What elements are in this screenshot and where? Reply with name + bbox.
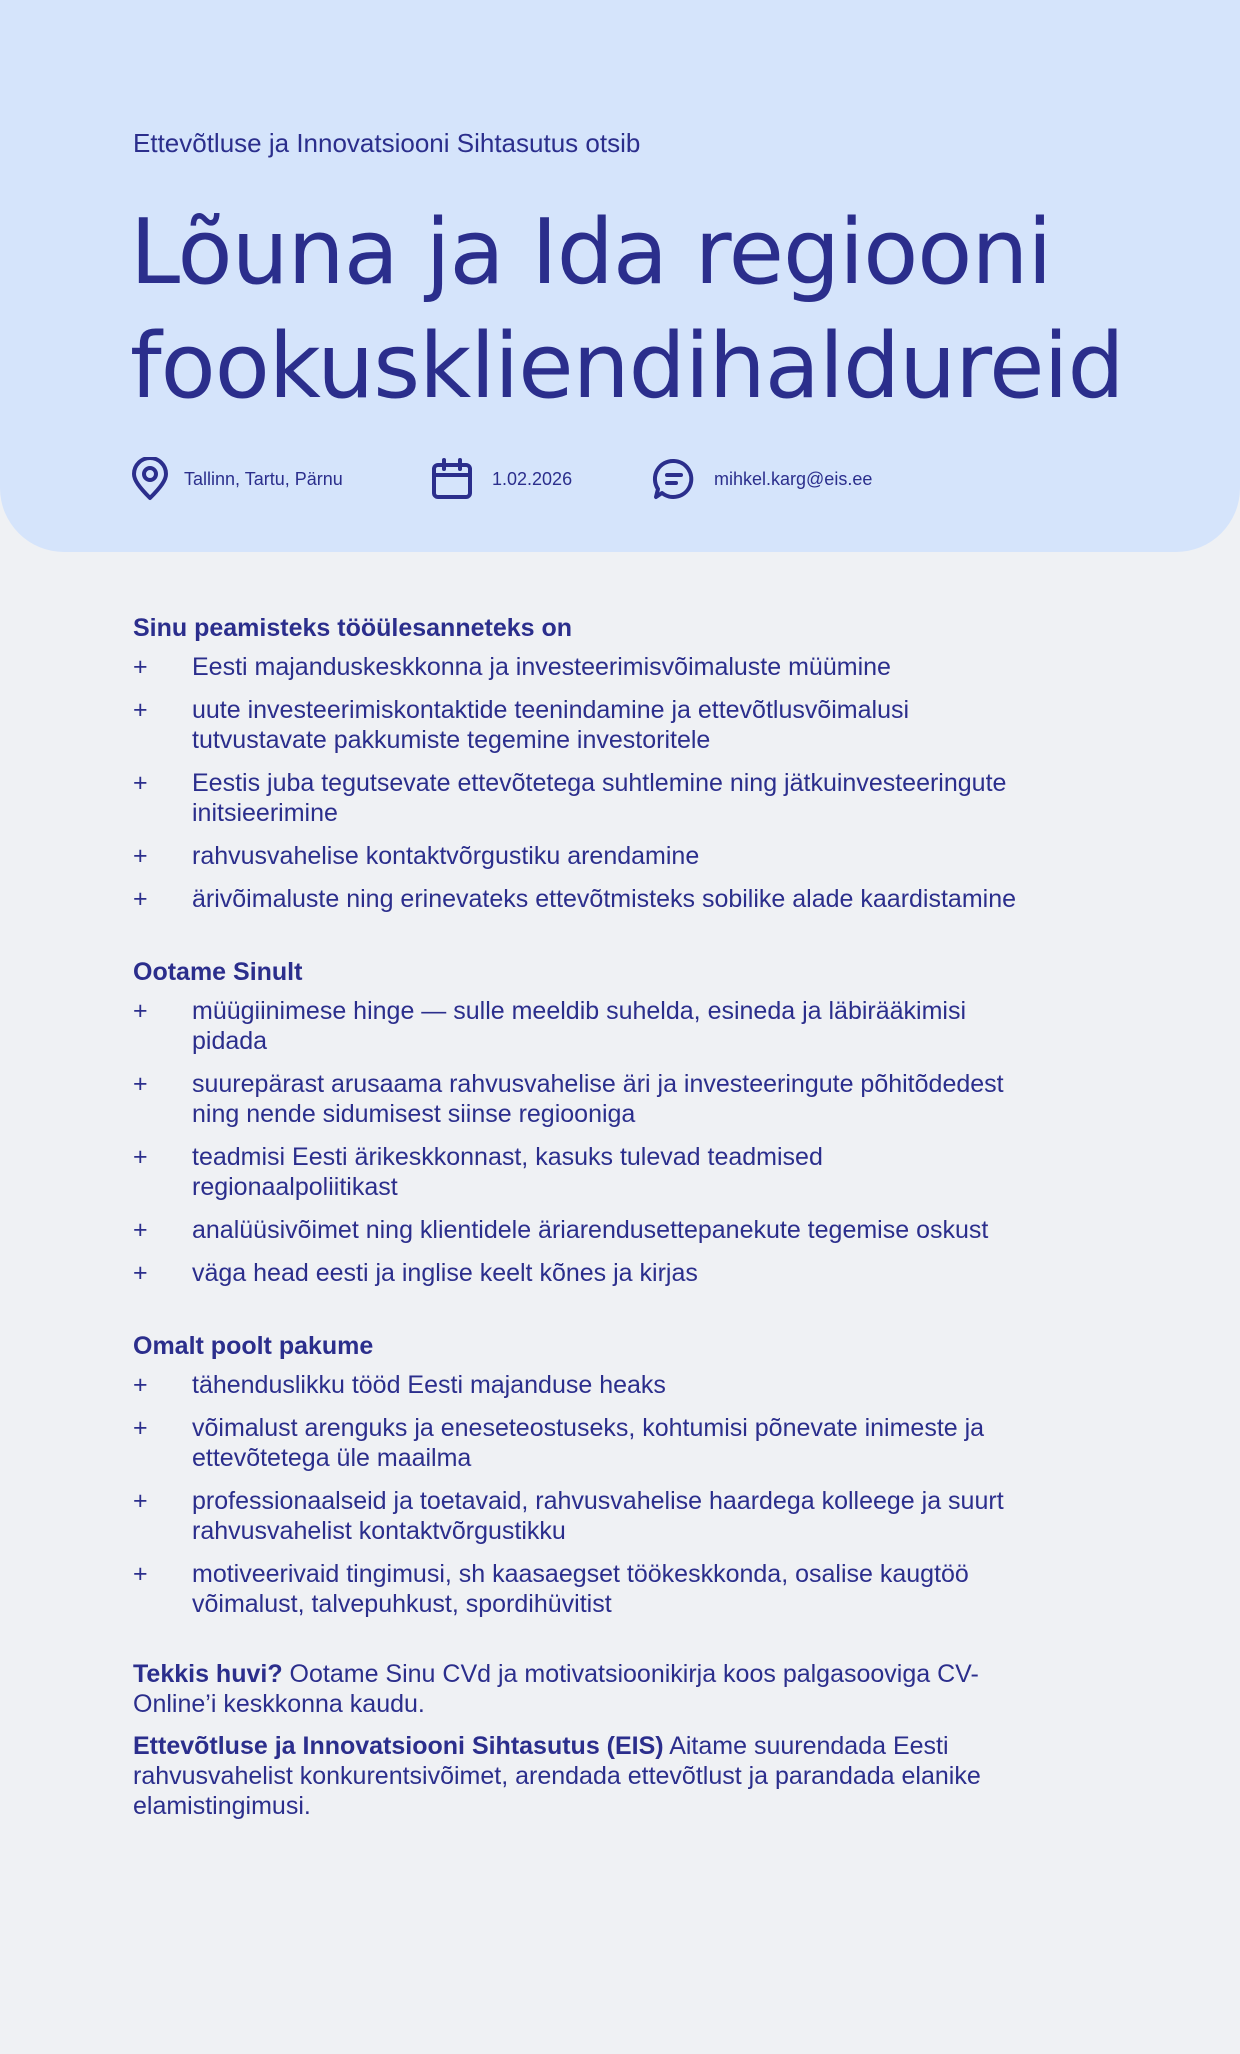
plus-bullet: + <box>133 653 148 681</box>
hiring-organization-line: Ettevõtluse ja Innovatsiooni Sihtasutus otsib <box>133 128 641 158</box>
plus-bullet: + <box>133 769 148 797</box>
location-meta <box>130 455 343 503</box>
closing-section <box>133 1659 1033 1821</box>
plus-bullet: + <box>133 885 148 913</box>
plus-bullet: + <box>133 842 148 870</box>
list-item: + rahvusvahelise kontaktvõrgustiku arendamine <box>133 842 700 870</box>
plus-bullet: + <box>133 997 148 1025</box>
organization-name: Ettevõtluse ja Innovatsiooni Sihtasutus (EIS) <box>133 1732 664 1760</box>
job-title-line-2: fookuskliendihaldureid <box>130 314 1124 419</box>
contact-email[interactable]: mihkel.karg@eis.ee <box>714 468 873 489</box>
plus-bullet: + <box>133 1143 148 1171</box>
calendar-icon <box>430 457 474 501</box>
plus-bullet: + <box>133 1070 148 1098</box>
plus-bullet: + <box>133 1216 148 1244</box>
application-call <box>133 1659 1033 1719</box>
map-pin-icon <box>130 457 170 501</box>
contact-meta <box>652 455 872 503</box>
plus-bullet: + <box>133 1414 148 1442</box>
section-heading: Ootame Sinult <box>133 958 303 986</box>
list-item: + professionaalseid ja toetavaid, rahvusvahelise haardega kolleege ja suurt rahvusvahelist kontaktvõrgustikku <box>133 1487 1004 1545</box>
bullet-list <box>133 1370 1033 1619</box>
benefits-section <box>133 1328 1033 1619</box>
chat-bubble-icon <box>652 457 696 501</box>
location-text: Tallinn, Tartu, Pärnu <box>184 468 343 489</box>
section-heading: Sinu peamisteks tööülesanneteks on <box>133 614 573 642</box>
list-item: + võimalust arenguks ja eneseteostuseks, kohtumisi põnevate inimeste ja ettevõtetega üle maailma <box>133 1414 985 1472</box>
deadline-text: 1.02.2026 <box>492 468 573 489</box>
list-item: + väga head eesti ja inglise keelt kõnes ja kirjas <box>133 1259 698 1287</box>
list-item: + uute investeerimiskontaktide teenindamine ja ettevõtlusvõimalusi tutvustavate pakkumiste tegemine investoritele <box>133 696 910 754</box>
hero-banner <box>0 0 1240 552</box>
organization-text: Aitame suurendada Eesti rahvusvahelist konkurentsivõimet, arendada ettevõtlust ja parandada elanike elamistingimusi. <box>133 1732 981 1820</box>
bullet-list <box>133 652 1033 914</box>
list-item: + suurepärast arusaama rahvusvahelise äri ja investeeringute põhitõdedest ning nende sidumisest siinse regiooniga <box>133 1070 1004 1128</box>
list-item: + tähenduslikku tööd Eesti majanduse heaks <box>133 1371 666 1399</box>
plus-bullet: + <box>133 1259 148 1287</box>
requirements-section <box>133 954 1033 1288</box>
list-item: + ärivõimaluste ning erinevateks ettevõtmisteks sobilike alade kaardistamine <box>133 885 1017 913</box>
plus-bullet: + <box>133 1487 148 1515</box>
deadline-meta <box>430 455 572 503</box>
plus-bullet: + <box>133 696 148 724</box>
plus-bullet: + <box>133 1560 148 1588</box>
responsibilities-section <box>133 610 1033 914</box>
organization-description <box>133 1731 1033 1821</box>
job-description <box>133 610 1033 1833</box>
section-heading: Omalt poolt pakume <box>133 1332 374 1360</box>
list-item: + Eesti majanduskeskkonna ja investeerimisvõimaluste müümine <box>133 653 891 681</box>
plus-bullet: + <box>133 1371 148 1399</box>
list-item: + teadmisi Eesti ärikeskkonnast, kasuks tulevad teadmised regionaalpoliitikast <box>133 1143 823 1201</box>
list-item: + motiveerivaid tingimusi, sh kaasaegset töökeskkonda, osalise kaugtöö võimalust, talvepuhkust, spordihüvitist <box>133 1560 969 1618</box>
list-item: + analüüsivõimet ning klientidele äriarendusettepanekute tegemise oskust <box>133 1216 989 1244</box>
bullet-list <box>133 996 1033 1288</box>
job-title-line-1: Lõuna ja Ida regiooni <box>130 200 1052 305</box>
job-title <box>130 196 1220 424</box>
application-lead: Tekkis huvi? <box>133 1660 283 1688</box>
list-item: + müügiinimese hinge — sulle meeldib suhelda, esineda ja läbirääkimisi pidada <box>133 997 967 1055</box>
application-text: Ootame Sinu CVd ja motivatsioonikirja koos palgasooviga CV-Online’i keskkonna kaudu. <box>133 1660 979 1718</box>
list-item: + Eestis juba tegutsevate ettevõtetega suhtlemine ning jätkuinvesteeringute initsieerimine <box>133 769 1007 827</box>
